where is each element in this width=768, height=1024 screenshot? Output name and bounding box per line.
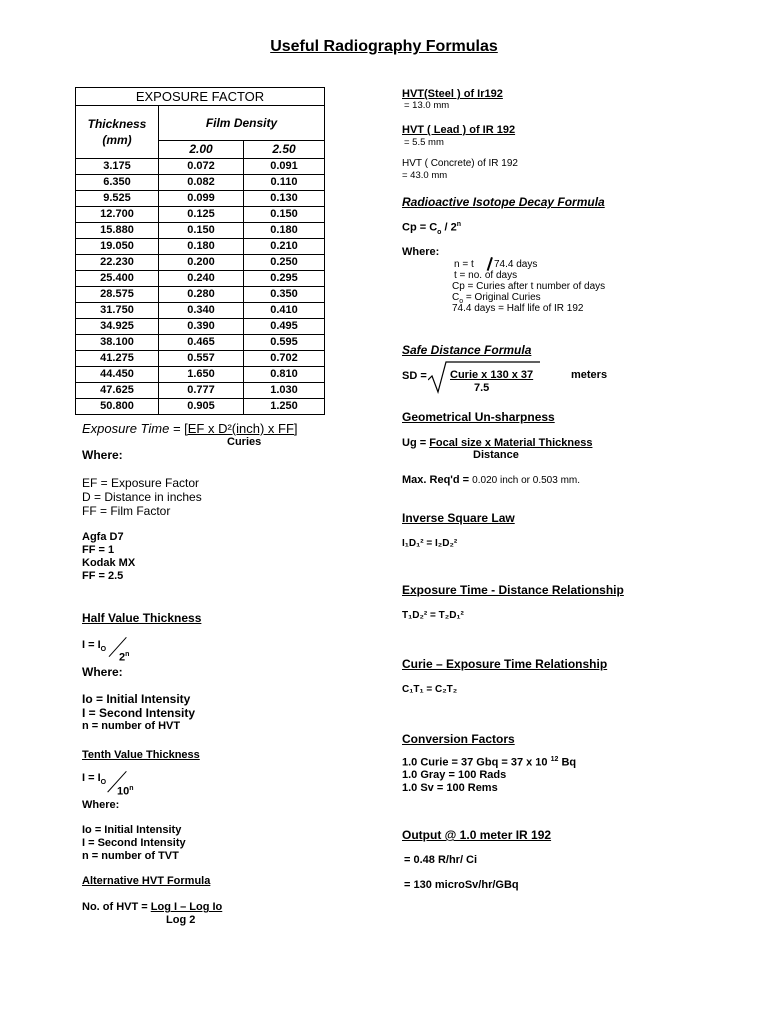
exposure-factor-cell: 0.130 — [244, 191, 325, 207]
table-row — [76, 383, 325, 399]
conversion-heading: Conversion Factors — [402, 732, 515, 746]
safe-distance-units: meters — [571, 369, 608, 381]
exposure-factor-cell: 0.240 — [159, 271, 244, 287]
tvt-where: Where: — [82, 799, 120, 811]
output-rhr: = 0.48 R/hr/ Ci — [404, 854, 478, 866]
exposure-factor-cell: 0.702 — [244, 351, 325, 367]
table-row — [76, 351, 325, 367]
hvt-lead-heading: HVT ( Lead ) of IR 192 — [402, 124, 516, 136]
table-row — [76, 399, 325, 415]
density-col-1: 2.00 — [159, 141, 244, 159]
thickness-cell: 47.625 — [76, 383, 159, 399]
alt-hvt-formula: No. of HVT = Log I – Log Io — [82, 901, 223, 913]
thickness-cell: 15.880 — [76, 223, 159, 239]
decay-heading: Radioactive Isotope Decay Formula — [402, 195, 605, 209]
decay-n-def: n = t — [454, 259, 474, 270]
exposure-distance-formula: T₁D₂² = T₂D₁² — [402, 610, 464, 621]
hvt-n: n = number of HVT — [82, 720, 181, 732]
exposure-factor-cell: 0.125 — [159, 207, 244, 223]
thickness-cell: 6.350 — [76, 175, 159, 191]
density-col-2: 2.50 — [244, 141, 325, 159]
decay-n-den: 74.4 days — [494, 259, 538, 270]
thickness-cell: 41.275 — [76, 351, 159, 367]
exposure-factor-cell: 0.557 — [159, 351, 244, 367]
safe-distance-heading: Safe Distance Formula — [402, 343, 532, 357]
decay-co-def: $C_o$ = Original Curies — [452, 292, 541, 305]
conversion-gray: 1.0 Gray = 100 Rads — [402, 769, 507, 781]
exposure-factor-cell: 1.650 — [159, 367, 244, 383]
thickness-cell: 12.700 — [76, 207, 159, 223]
table-row — [76, 255, 325, 271]
exposure-factor-cell: 0.495 — [244, 319, 325, 335]
conversion-sv: 1.0 Sv = 100 Rems — [402, 782, 498, 794]
exposure-factor-cell: 0.110 — [244, 175, 325, 191]
hvt-io: Io = Initial Intensity — [82, 692, 191, 706]
hvt-heading: Half Value Thickness — [82, 611, 202, 625]
hvt-formula: $I = I_O$ — [82, 639, 107, 654]
hvt-concrete-value: = 43.0 mm — [402, 170, 448, 181]
exposure-factor-cell: 0.410 — [244, 303, 325, 319]
kodak-label: Kodak MX — [82, 557, 136, 569]
exposure-factor-cell: 0.150 — [159, 223, 244, 239]
tvt-i: I = Second Intensity — [82, 837, 186, 849]
exposure-factor-cell: 0.180 — [244, 223, 325, 239]
thickness-cell: 31.750 — [76, 303, 159, 319]
exposure-factor-cell: 0.295 — [244, 271, 325, 287]
exposure-factor-cell: 1.250 — [244, 399, 325, 415]
thickness-cell: 3.175 — [76, 159, 159, 175]
def-ff: FF = Film Factor — [82, 504, 171, 518]
hvt-where: Where: — [82, 665, 123, 679]
safe-distance-denominator: 7.5 — [474, 382, 490, 394]
tvt-n: n = number of TVT — [82, 850, 179, 862]
exposure-factor-table — [75, 87, 325, 415]
safe-distance-sd: SD = — [402, 370, 427, 382]
tvt-formula-den: 10$^n$ — [117, 785, 134, 798]
exposure-factor-cell: 0.465 — [159, 335, 244, 351]
table-row — [76, 287, 325, 303]
exposure-factor-cell: 0.810 — [244, 367, 325, 383]
decay-half-life: 74.4 days = Half life of IR 192 — [452, 303, 584, 314]
decay-where: Where: — [402, 246, 440, 258]
thickness-cell: 22.230 — [76, 255, 159, 271]
exposure-factor-cell: 0.250 — [244, 255, 325, 271]
hvt-steel-heading: HVT(Steel ) of Ir192 — [402, 88, 503, 100]
thickness-cell: 25.400 — [76, 271, 159, 287]
inverse-square-heading: Inverse Square Law — [402, 511, 515, 525]
page-title: Useful Radiography Formulas — [270, 38, 498, 55]
thickness-cell: 34.925 — [76, 319, 159, 335]
thickness-cell: 50.800 — [76, 399, 159, 415]
thickness-cell: 38.100 — [76, 335, 159, 351]
tvt-heading: Tenth Value Thickness — [82, 749, 200, 761]
safe-distance-numerator: Curie x 130 x 37 — [450, 369, 534, 381]
exposure-factor-cell: 0.350 — [244, 287, 325, 303]
exposure-factor-cell: 0.072 — [159, 159, 244, 175]
alt-hvt-den: Log 2 — [166, 914, 196, 926]
output-microsv: = 130 microSv/hr/GBq — [404, 879, 519, 891]
hvt-i: I = Second Intensity — [82, 706, 196, 720]
where-label: Where: — [82, 448, 123, 462]
exposure-factor-cell: 0.150 — [244, 207, 325, 223]
hvt-formula-den: 2$^n$ — [119, 651, 130, 664]
def-d: D = Distance in inches — [82, 490, 202, 504]
exposure-factor-cell: 0.082 — [159, 175, 244, 191]
table-row — [76, 319, 325, 335]
exposure-factor-cell: 0.099 — [159, 191, 244, 207]
table-row — [76, 367, 325, 383]
kodak-ff: FF = 2.5 — [82, 570, 124, 582]
table-row — [76, 303, 325, 319]
table-header: EXPOSURE FACTOR — [76, 88, 325, 106]
decay-fraction-slash — [487, 257, 493, 271]
decay-t-def: t = no. of days — [454, 270, 518, 281]
tvt-formula: $I = I_O$ — [82, 772, 107, 787]
def-ef: EF = Exposure Factor — [82, 476, 200, 490]
exposure-factor-cell: 0.210 — [244, 239, 325, 255]
geo-unsharpness-den: Distance — [473, 449, 519, 461]
exposure-factor-cell: 0.777 — [159, 383, 244, 399]
agfa-ff: FF = 1 — [82, 544, 115, 556]
table-row — [76, 223, 325, 239]
agfa-label: Agfa D7 — [82, 531, 124, 543]
exposure-factor-cell: 0.180 — [159, 239, 244, 255]
hvt-lead-value: = 5.5 mm — [404, 137, 444, 148]
exposure-time-denominator: Curies — [227, 436, 262, 448]
thickness-header: Thickness (mm) — [76, 106, 159, 159]
geo-unsharpness-heading: Geometrical Un-sharpness — [402, 410, 555, 424]
output-heading: Output @ 1.0 meter IR 192 — [402, 828, 552, 842]
exposure-factor-cell: 0.390 — [159, 319, 244, 335]
thickness-cell: 19.050 — [76, 239, 159, 255]
exposure-time-formula: Exposure Time = [EF x D²(inch) x FF] — [82, 421, 298, 436]
table-row — [76, 335, 325, 351]
curie-exposure-formula: C₁T₁ = C₂T₂ — [402, 684, 458, 695]
exposure-factor-cell: 0.280 — [159, 287, 244, 303]
hvt-steel-value: = 13.0 mm — [404, 100, 450, 111]
decay-formula: $Cp = C_o / 2^n$ — [402, 221, 462, 236]
table-row — [76, 207, 325, 223]
exposure-factor-cell: 0.091 — [244, 159, 325, 175]
tvt-io: Io = Initial Intensity — [82, 824, 182, 836]
exposure-factor-cell: 1.030 — [244, 383, 325, 399]
exposure-factor-cell: 0.905 — [159, 399, 244, 415]
thickness-cell: 44.450 — [76, 367, 159, 383]
exposure-distance-heading: Exposure Time - Distance Relationship — [402, 583, 624, 597]
exposure-factor-cell: 0.340 — [159, 303, 244, 319]
table-row — [76, 191, 325, 207]
hvt-concrete-heading: HVT ( Concrete) of IR 192 — [402, 158, 518, 169]
inverse-square-formula: I₁D₁² = I₂D₂² — [402, 538, 458, 549]
exposure-factor-cell: 0.595 — [244, 335, 325, 351]
decay-cp-def: Cp = Curies after t number of days — [452, 281, 606, 292]
thickness-cell: 9.525 — [76, 191, 159, 207]
conversion-curie: 1.0 Curie = 37 Gbq = 37 x 10 $^{12}$ Bq — [402, 756, 577, 769]
geo-unsharpness-formula: Ug = Focal size x Material Thickness — [402, 437, 593, 449]
film-density-header: Film Density — [159, 106, 325, 141]
table-row — [76, 175, 325, 191]
table-row — [76, 159, 325, 175]
curie-exposure-heading: Curie – Exposure Time Relationship — [402, 657, 608, 671]
alt-hvt-heading: Alternative HVT Formula — [82, 875, 211, 887]
table-row — [76, 271, 325, 287]
table-row — [76, 239, 325, 255]
thickness-cell: 28.575 — [76, 287, 159, 303]
exposure-factor-cell: 0.200 — [159, 255, 244, 271]
max-reqd: Max. Req'd = 0.020 inch or 0.503 mm. — [402, 474, 581, 486]
